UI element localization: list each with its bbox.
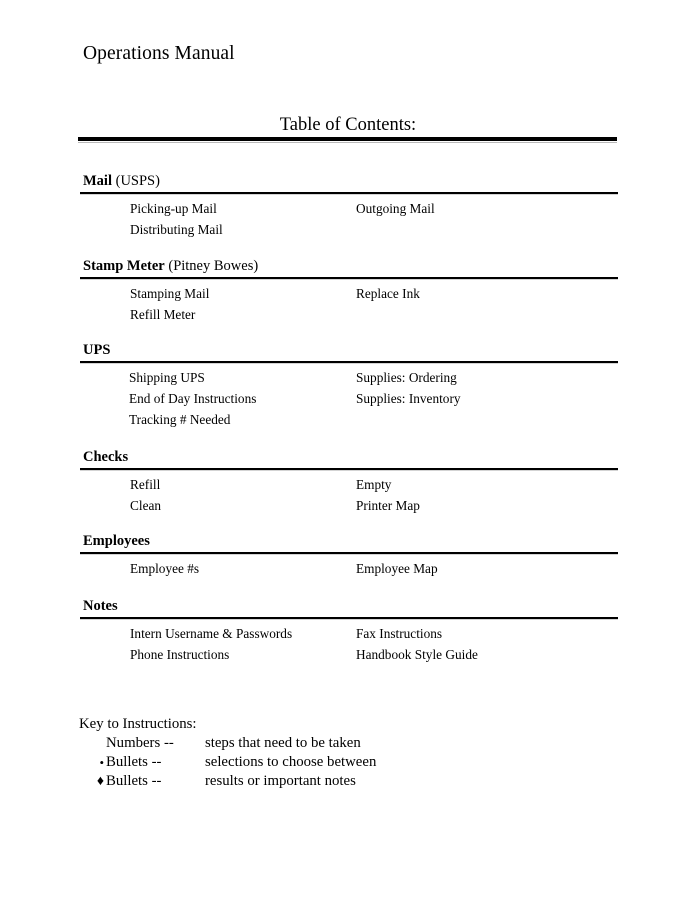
- section-heading-notes: [83, 597, 118, 615]
- section-rule-checks: [80, 468, 618, 471]
- toc-entry-link[interactable]: Employee Map: [356, 561, 438, 576]
- section-items-checks: [0, 474, 700, 516]
- section-heading-mail: [83, 172, 160, 190]
- toc-entry-row: [0, 283, 700, 304]
- toc-entry-link[interactable]: Supplies: Inventory: [356, 391, 461, 406]
- toc-entry-link[interactable]: Supplies: Ordering: [356, 370, 457, 385]
- section-heading-name: Mail: [83, 173, 112, 189]
- key-label: Bullets --: [106, 773, 162, 789]
- key-row: [0, 734, 700, 753]
- key-rows: [0, 734, 700, 791]
- section-heading-name: Stamp Meter: [83, 258, 165, 274]
- section-rule-shadow: [80, 470, 618, 471]
- toc-entry-link[interactable]: Clean: [130, 498, 162, 513]
- section-rule-mail: [80, 192, 618, 195]
- key-description: steps that need to be taken: [205, 735, 361, 751]
- toc-entry-link[interactable]: Refill: [130, 477, 161, 492]
- toc-entry-link[interactable]: Stamping Mail: [130, 286, 210, 301]
- section-rule-shadow: [80, 363, 618, 364]
- section-items-notes: [0, 623, 700, 665]
- section-rule-stamp-meter: [80, 277, 618, 280]
- section-rule-shadow: [80, 194, 618, 195]
- toc-entry-link[interactable]: Employee #s: [130, 561, 200, 576]
- toc-entry-link[interactable]: Fax Instructions: [356, 626, 443, 641]
- section-rule-notes: [80, 617, 618, 620]
- toc-entry-link[interactable]: Printer Map: [356, 498, 420, 513]
- toc-entry-link[interactable]: Handbook Style Guide: [356, 647, 478, 662]
- toc-entry-row: [0, 474, 700, 495]
- section-heading-name: Checks: [83, 449, 129, 465]
- section-rule-employees: [80, 552, 618, 555]
- divider-shadow: [78, 142, 617, 143]
- toc-entry-row: [0, 644, 700, 665]
- toc-entry-row: [0, 198, 700, 219]
- section-heading-qualifier: (USPS): [112, 173, 160, 189]
- toc-entry-row: [0, 623, 700, 644]
- document-title: Operations Manual: [83, 43, 235, 64]
- toc-entry-link[interactable]: End of Day Instructions: [129, 391, 257, 406]
- section-items-ups: [0, 367, 700, 430]
- section-rule-shadow: [80, 554, 618, 555]
- section-heading-employees: [83, 532, 150, 550]
- key-row: [0, 772, 700, 791]
- section-heading-ups: [83, 341, 110, 359]
- toc-entry-link[interactable]: Intern Username & Passwords: [130, 626, 293, 641]
- toc-entry-link[interactable]: Replace Ink: [356, 286, 420, 301]
- key-description: results or important notes: [205, 773, 356, 789]
- section-items-employees: [0, 558, 700, 579]
- section-rule-shadow: [80, 279, 618, 280]
- key-row: [0, 753, 700, 772]
- key-label: Numbers --: [106, 735, 174, 751]
- toc-entry-link[interactable]: Distributing Mail: [130, 222, 223, 237]
- table-of-contents-heading: Table of Contents:: [279, 115, 417, 135]
- toc-entry-row: [0, 219, 700, 240]
- toc-entry-row: [0, 409, 700, 430]
- title-divider-rule: [78, 137, 617, 143]
- toc-entry-row: [0, 304, 700, 325]
- toc-entry-link[interactable]: Tracking # Needed: [129, 412, 231, 427]
- toc-entry-link[interactable]: Outgoing Mail: [356, 201, 435, 216]
- key-label: Bullets --: [106, 754, 162, 770]
- divider-bar: [78, 137, 617, 141]
- key-title: Key to Instructions:: [79, 716, 197, 732]
- section-heading-name: Notes: [83, 598, 118, 614]
- section-heading-checks: [83, 448, 128, 466]
- toc-entry-link[interactable]: Picking-up Mail: [130, 201, 217, 216]
- section-rule-ups: [80, 361, 618, 364]
- toc-entry-link[interactable]: Phone Instructions: [130, 647, 230, 662]
- toc-entry-link[interactable]: Refill Meter: [130, 307, 196, 322]
- section-rule-shadow: [80, 619, 618, 620]
- key-description: selections to choose between: [205, 754, 377, 770]
- toc-entry-link[interactable]: Shipping UPS: [129, 370, 205, 385]
- toc-entry-row: [0, 495, 700, 516]
- section-items-mail: [0, 198, 700, 240]
- toc-entry-row: [0, 558, 700, 579]
- round-bullet-icon: •: [99, 755, 104, 770]
- section-heading-qualifier: (Pitney Bowes): [164, 258, 259, 274]
- diamond-bullet-icon: ♦: [96, 774, 104, 789]
- toc-entry-row: [0, 367, 700, 388]
- toc-entry-link[interactable]: Empty: [356, 477, 392, 492]
- section-items-stamp-meter: [0, 283, 700, 325]
- toc-entry-row: [0, 388, 700, 409]
- section-heading-name: UPS: [83, 342, 111, 358]
- section-heading-name: Employees: [83, 533, 150, 549]
- section-heading-stamp-meter: [83, 257, 258, 275]
